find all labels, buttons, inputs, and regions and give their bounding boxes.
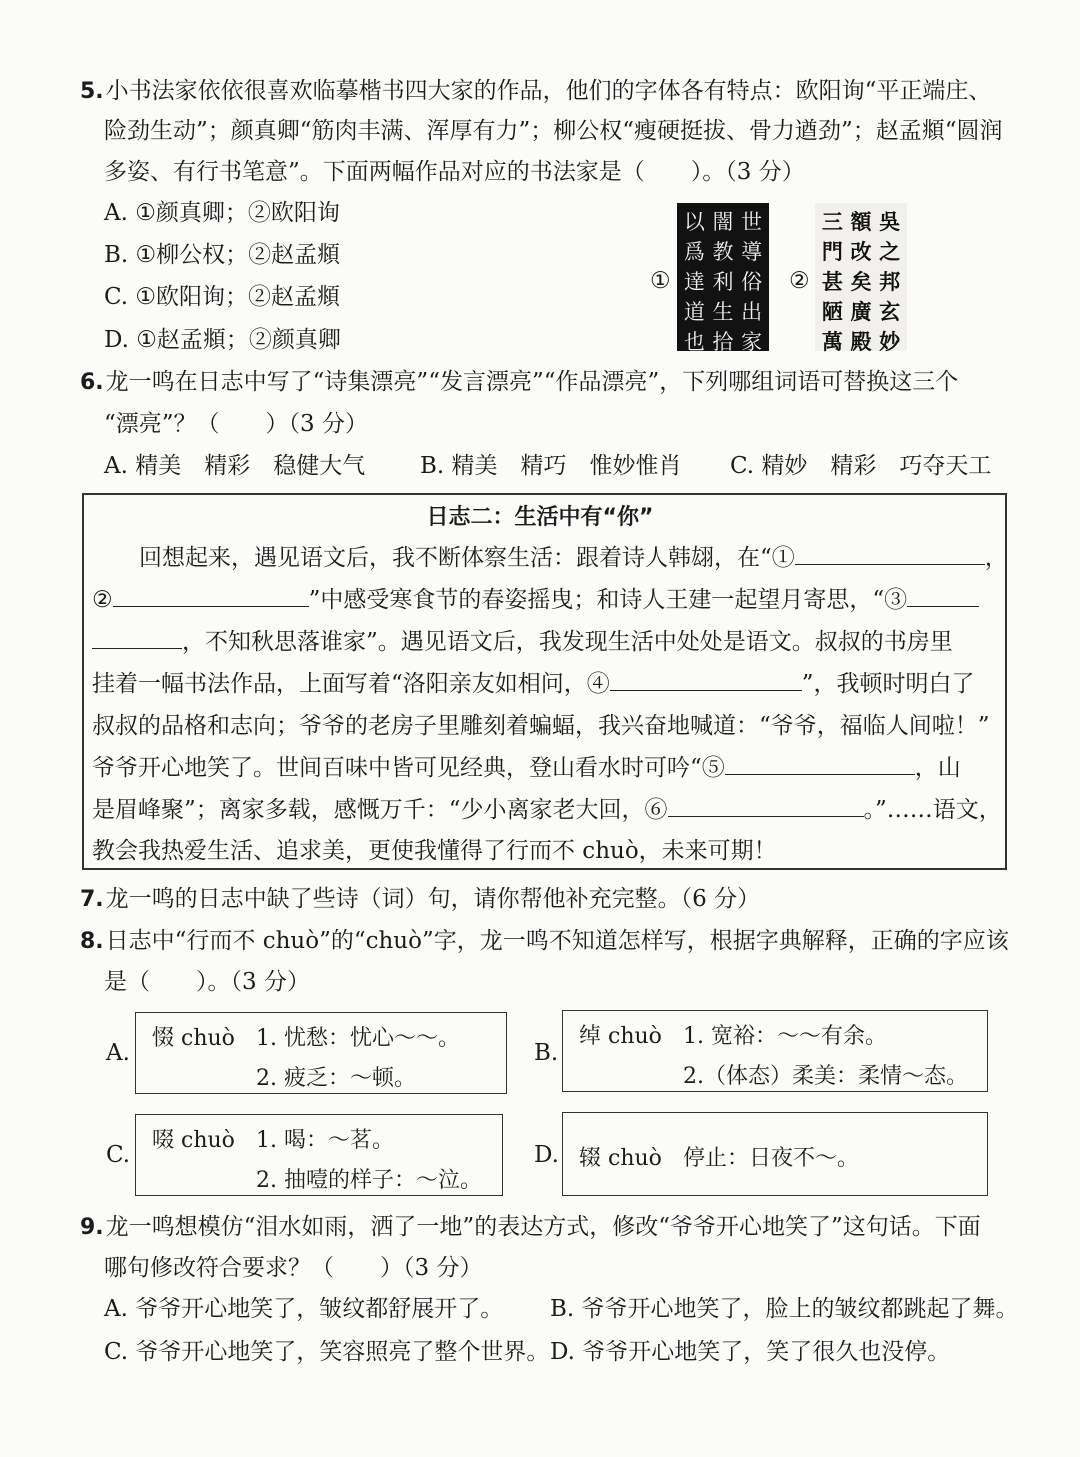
calligraphy-char: 陋 — [821, 299, 843, 324]
q5-line-3: 多姿、有行书笔意”。下面两幅作品对应的书法家是（ ）。（3 分） — [104, 159, 805, 185]
calligraphy-char: 出 — [741, 300, 763, 324]
dict-def-2: 2. 抽噎的样子：～泣。 — [256, 1168, 482, 1193]
diary-line-1: 回想起来，遇见语文后，我不断体察生活：跟着诗人韩翃，在“① ， — [139, 545, 1008, 571]
q8-option-b-box[interactable] — [562, 1010, 988, 1092]
q8-option-c-box[interactable] — [135, 1114, 503, 1196]
dict-headword: 辍 chuò — [579, 1146, 662, 1171]
q9-option-a[interactable]: A. 爷爷开心地笑了，皱纹都舒展开了。 — [104, 1296, 504, 1322]
diary-line-7: 是眉峰聚”；离家多载，感慨万千：“少小离家老大回，⑥ 。”……语文， — [92, 797, 1002, 823]
blank-1[interactable] — [795, 546, 985, 565]
blank-5[interactable] — [725, 756, 915, 775]
q5-option-b[interactable]: B. ①柳公权；②赵孟頫 — [104, 242, 341, 268]
q9-line-1: 9.龙一鸣想模仿“泪水如雨，洒了一地”的表达方式，修改“爷爷开心地笑了”这句话。下面 — [80, 1214, 981, 1240]
q8-option-d-box[interactable] — [562, 1112, 988, 1196]
calligraphy-char: 家 — [741, 330, 763, 354]
calligraphy-char: 以 — [683, 210, 705, 234]
q8-option-d-letter[interactable]: D. — [534, 1142, 559, 1168]
q9-option-d[interactable]: D. 爷爷开心地笑了，笑了很久也没停。 — [550, 1339, 951, 1365]
q8-line-2: 是（ ）。（3 分） — [104, 969, 310, 995]
q5-option-a[interactable]: A. ①颜真卿；②欧阳询 — [104, 200, 340, 226]
calligraphy-char: 也 — [683, 330, 705, 354]
q6-line-1: 6.龙一鸣在日志中写了“诗集漂亮”“发言漂亮”“作品漂亮”，下列哪组词语可替换这三个 — [80, 369, 959, 395]
blank-3a[interactable] — [907, 588, 979, 607]
dict-def-2: 2.（体态）柔美：柔情～态。 — [683, 1064, 968, 1089]
calligraphy-char: 闇 — [712, 210, 734, 234]
calligraphy-char: 妙 — [879, 329, 901, 354]
calligraphy-char: 導 — [741, 240, 763, 264]
calligraphy-char: 生 — [712, 300, 734, 324]
question-number: 9. — [80, 1215, 104, 1240]
calligraphy-char: 萬 — [821, 329, 843, 354]
calligraphy-char: 世 — [741, 210, 763, 234]
calligraphy-char: 拾 — [712, 330, 734, 354]
calligraphy-1-marker: ① — [650, 268, 671, 294]
dict-def-1: 1. 忧愁：忧心～～。 — [256, 1026, 460, 1051]
blank-4[interactable] — [610, 672, 802, 691]
dict-def-1: 停止：日夜不～。 — [683, 1146, 860, 1171]
calligraphy-char: 俗 — [741, 270, 763, 294]
calligraphy-image-2 — [815, 203, 907, 354]
q8-option-c-letter[interactable]: C. — [106, 1142, 131, 1168]
blank-6[interactable] — [668, 798, 864, 817]
q6-option-c[interactable]: C. 精妙 精彩 巧夺天工 — [730, 453, 992, 479]
calligraphy-char: 三 — [821, 209, 843, 234]
calligraphy-char: 額 — [850, 209, 872, 234]
calligraphy-char: 邦 — [879, 269, 901, 294]
q5-line-2: 险劲生动”；颜真卿“筋肉丰满、浑厚有力”；柳公权“瘦硬挺拔、骨力遒劲”；赵孟頫“圆润 — [104, 118, 1003, 144]
diary-title: 日志二：生活中有“你” — [426, 505, 654, 530]
calligraphy-2-marker: ② — [789, 268, 810, 294]
q6-line-2: “漂亮”？（ ）（3 分） — [104, 411, 368, 437]
question-number: 7. — [80, 887, 104, 912]
calligraphy-char: 爲 — [683, 240, 705, 264]
dict-headword: 啜 chuò — [152, 1128, 235, 1153]
diary-line-4: 挂着一幅书法作品，上面写着“洛阳亲友如相问，④ ”，我顿时明白了 — [92, 671, 975, 697]
calligraphy-image-1 — [677, 203, 769, 354]
q6-option-a[interactable]: A. 精美 精彩 稳健大气 — [104, 453, 366, 479]
calligraphy-char: 矣 — [850, 269, 872, 294]
dict-def-1: 1. 喝：～茗。 — [256, 1128, 394, 1153]
q8-option-a-box[interactable] — [135, 1012, 507, 1094]
question-number: 6. — [80, 370, 104, 395]
dict-def-1: 1. 宽裕：～～有余。 — [683, 1024, 887, 1049]
q5-option-c[interactable]: C. ①欧阳询；②赵孟頫 — [104, 284, 341, 310]
calligraphy-char: 玄 — [879, 299, 901, 324]
blank-2[interactable] — [113, 588, 309, 607]
calligraphy-char: 殿 — [850, 329, 872, 354]
diary-line-8: 教会我热爱生活、追求美，更使我懂得了行而不 chuò，未来可期！ — [92, 838, 777, 864]
q6-option-b[interactable]: B. 精美 精巧 惟妙惟肖 — [420, 453, 682, 479]
q8-option-b-letter[interactable]: B. — [534, 1040, 559, 1066]
calligraphy-char: 達 — [683, 270, 705, 294]
calligraphy-char: 門 — [821, 239, 843, 264]
blank-3b[interactable] — [92, 630, 182, 649]
question-number: 8. — [80, 929, 104, 954]
q9-option-c[interactable]: C. 爷爷开心地笑了，笑容照亮了整个世界。 — [104, 1339, 550, 1365]
diary-line-6: 爷爷开心地笑了。世间百味中皆可见经典，登山看水时可吟“⑤ ，山 — [92, 755, 961, 781]
calligraphy-char: 甚 — [821, 269, 843, 294]
q5-line-1: 5.小书法家依依很喜欢临摹楷书四大家的作品，他们的字体各有特点：欧阳询“平正端庄、 — [80, 78, 992, 104]
calligraphy-char: 吳 — [879, 209, 901, 234]
dict-headword: 绰 chuò — [579, 1024, 662, 1049]
calligraphy-char: 教 — [712, 240, 734, 264]
diary-line-3: ，不知秋思落谁家”。遇见语文后，我发现生活中处处是语文。叔叔的书房里 — [92, 627, 953, 657]
question-number: 5. — [80, 79, 104, 104]
q5-option-d[interactable]: D. ①赵孟頫；②颜真卿 — [104, 327, 341, 353]
dict-headword: 惙 chuò — [152, 1026, 235, 1051]
q8-option-a-letter[interactable]: A. — [106, 1040, 130, 1066]
dict-def-2: 2. 疲乏：～顿。 — [256, 1066, 416, 1091]
q9-option-b[interactable]: B. 爷爷开心地笑了，脸上的皱纹都跳起了舞。 — [550, 1296, 1019, 1322]
calligraphy-char: 改 — [850, 239, 872, 264]
diary-line-2: ② ”中感受寒食节的春姿摇曳；和诗人王建一起望月寄思，“③ — [92, 585, 979, 615]
calligraphy-char: 道 — [683, 300, 705, 324]
q9-line-2: 哪句修改符合要求？（ ）（3 分） — [104, 1255, 483, 1281]
calligraphy-char: 利 — [712, 270, 734, 294]
diary-line-5: 叔叔的品格和志向；爷爷的老房子里雕刻着蝙蝠，我兴奋地喊道：“爷爷，福临人间啦！” — [92, 713, 990, 739]
calligraphy-char: 廣 — [850, 299, 872, 324]
q8-line-1: 8.日志中“行而不 chuò”的“chuò”字，龙一鸣不知道怎样写，根据字典解释，正确的字应该 — [80, 928, 1009, 954]
q7-line: 7.龙一鸣的日志中缺了些诗（词）句，请你帮他补充完整。（6 分） — [80, 886, 761, 912]
calligraphy-char: 之 — [879, 239, 901, 264]
